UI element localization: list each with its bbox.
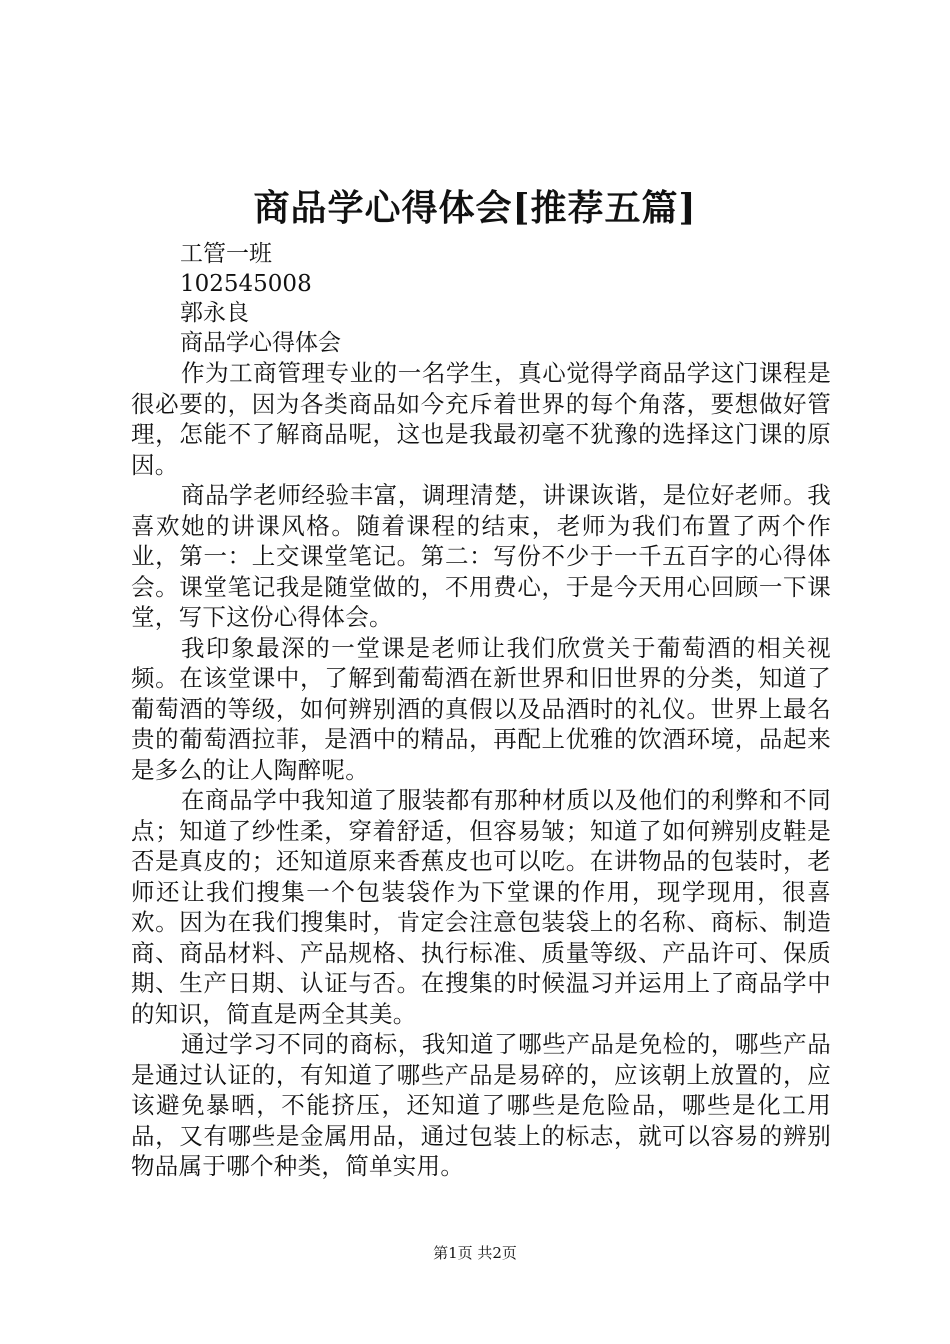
page-number-footer: 第1页 共2页 <box>433 1244 517 1262</box>
paragraph: 我印象最深的一堂课是老师让我们欣赏关于葡萄酒的相关视频。在该堂课中，了解到葡萄酒在新世界和旧世界的分类，知道了葡萄酒的等级，如何辨别酒的真假以及品酒时的礼仪。世界上最名贵的葡萄酒拉菲，是酒中的精品，再配上优雅的饮酒环境，品起来是多么的让人陶醉呢。 <box>131 633 831 784</box>
paragraph: 在商品学中我知道了服装都有那种材质以及他们的利弊和不同点；知道了纱性柔，穿着舒适，但容易皱；知道了如何辨别皮鞋是否是真皮的；还知道原来香蕉皮也可以吃。在讲物品的包装时，老师还让我们搜集一个包装袋作为下堂课的作用，现学现用，很喜欢。因为在我们搜集时，肯定会注意包装袋上的名称、商标、制造商、商品材料、产品规格、执行标准、质量等级、产品许可、保质期、生产日期、认证与否。在搜集的时候温习并运用上了商品学中的知识，简直是两全其美。 <box>131 786 831 1028</box>
class-name: 工管一班 <box>180 241 272 267</box>
paragraph: 通过学习不同的商标，我知道了哪些产品是免检的，哪些产品是通过认证的，有知道了哪些产品是易碎的，应该朝上放置的，应该避免暴晒，不能挤压，还知道了哪些是危险品，哪些是化工用品，又有哪些是金属用品，通过包装上的标志，就可以容易的辨别物品属于哪个种类，简单实用。 <box>131 1030 831 1180</box>
document-body <box>131 358 831 1182</box>
student-id: 102545008 <box>180 271 312 297</box>
paragraph: 作为工商管理专业的一名学生，真心觉得学商品学这门课程是很必要的，因为各类商品如今充斥着世界的每个角落，要想做好管理，怎能不了解商品呢，这也是我最初毫不犹豫的选择这门课的原因。 <box>131 359 831 479</box>
essay-subtitle: 商品学心得体会 <box>180 330 341 356</box>
paragraph: 商品学老师经验丰富，调理清楚，讲课诙谐，是位好老师。我喜欢她的讲课风格。随着课程的结束，老师为我们布置了两个作业，第一：上交课堂笔记。第二：写份不少于一千五百字的心得体会。课堂笔记我是随堂做的，不用费心，于是今天用心回顾一下课堂，写下这份心得体会。 <box>131 481 831 631</box>
author-name: 郭永良 <box>180 300 249 326</box>
document-title: 商品学心得体会[推荐五篇] <box>253 187 697 229</box>
